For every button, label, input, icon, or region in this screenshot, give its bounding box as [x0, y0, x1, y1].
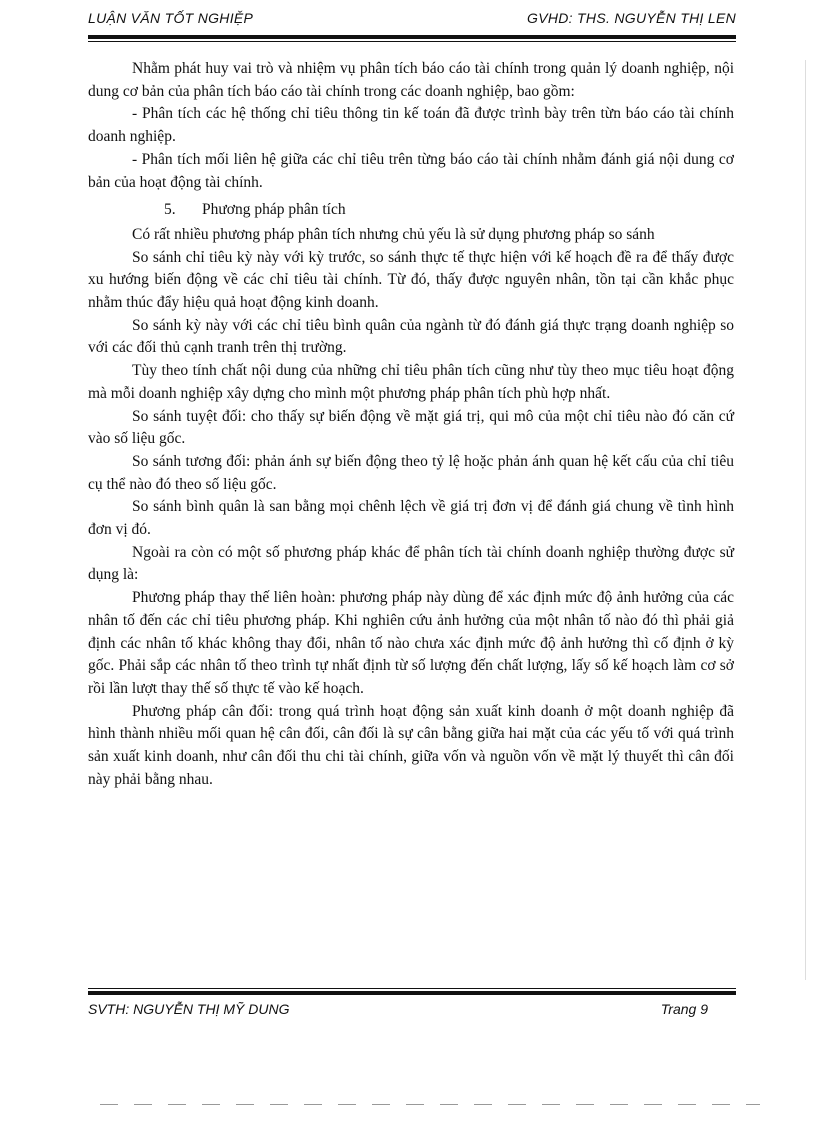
page-body — [88, 58, 734, 792]
paragraph-absolute-comparison: So sánh tuyệt đối: cho thấy sự biến động về mặt giá trị, qui mô của một chỉ tiêu nào đó căn cứ vào số liệu gốc. — [88, 407, 734, 448]
section-title: Phương pháp phân tích — [202, 201, 346, 219]
paragraph-chain-substitution: Phương pháp thay thế liên hoàn: phương pháp này dùng để xác định mức độ ảnh hưởng của các nhân tố đến các chỉ tiêu phương pháp. Khi nghiên cứu ảnh hưởng của một nhân tố nào đó thì phải giả định các nhân tố khác không thay đổi, nhân tố nào chưa xác định mức độ ảnh hưởng thì cố định ở kỳ gốc. Phải sắp các nhân tố theo trình tự nhất định từ số lượng đến chất lượng, lấy số kế hoạch làm cơ sở rồi lần lượt thay thế số thực tế vào kế hoạch. — [88, 589, 734, 697]
paragraph-method-choice: Tùy theo tính chất nội dung của những chỉ tiêu phân tích cũng như tùy theo mục tiêu hoạt động mà mỗi doanh nghiệp xây dựng cho mình một phương pháp phân tích phù hợp nhất. — [88, 362, 734, 402]
header-thesis-title: LUẬN VĂN TỐT NGHIỆP — [88, 10, 254, 26]
paragraph-other-methods: Ngoài ra còn có một số phương pháp khác để phân tích tài chính doanh nghiệp thường được sử dụng là: — [88, 543, 734, 584]
paragraph-methods-lead: Có rất nhiều phương pháp phân tích nhưng chủ yếu là sử dụng phương pháp so sánh — [132, 225, 655, 243]
paragraph-balance-method: Phương pháp cân đối: trong quá trình hoạt động sản xuất kinh doanh ở một doanh nghiệp đã hình thành nhiều mối quan hệ cân đối, cân đối là sự cân bằng giữa hai mặt của các yếu tố với quá trình sản xuất kinh doanh, như cân đối thu chi tài chính, giữa vốn và nguồn vốn về mặt lý thuyết thì cân đối này phải bằng nhau. — [88, 702, 734, 788]
scan-artifact-dashes — [100, 1104, 760, 1105]
header-advisor: GVHD: THS. NGUYỄN THỊ LEN — [527, 10, 736, 26]
paragraph-compare-industry: So sánh kỳ này với các chỉ tiêu bình quân của ngành từ đó đánh giá thực trạng doanh nghiệp so với các đối thủ cạnh tranh trên thị trường. — [88, 316, 734, 357]
footer-rule-thin — [88, 988, 736, 989]
footer-student: SVTH: NGUYỄN THỊ MỸ DUNG — [88, 1001, 290, 1017]
page-header — [88, 10, 736, 32]
section-heading — [88, 199, 734, 222]
paragraph-average-comparison: So sánh bình quân là san bằng mọi chênh lệch về giá trị đơn vị để đánh giá chung về tình hình đơn vị đó. — [88, 498, 734, 539]
bullet-item-2: - Phân tích mối liên hệ giữa các chỉ tiêu trên từng báo cáo tài chính nhằm đánh giá nội dung cơ bản của hoạt động tài chính. — [88, 150, 734, 191]
header-rule-thin — [88, 41, 736, 42]
footer-page-number: Trang 9 — [660, 1001, 708, 1017]
paragraph-intro: Nhằm phát huy vai trò và nhiệm vụ phân tích báo cáo tài chính trong quản lý doanh nghiệp, nội dung cơ bản của phân tích báo cáo tài chính trong các doanh nghiệp, bao gồm: — [88, 60, 734, 100]
paragraph-relative-comparison: So sánh tương đối: phản ánh sự biến động theo tỷ lệ hoặc phản ánh quan hệ kết cấu của chỉ tiêu cụ thể nào đó theo số liệu gốc. — [88, 452, 734, 493]
page-footer — [88, 1001, 736, 1023]
scan-artifact-edge — [805, 60, 806, 980]
paragraph-compare-periods: So sánh chỉ tiêu kỳ này với kỳ trước, so sánh thực tế thực hiện với kế hoạch đề ra để thấy được xu hướng biến động về các chỉ tiêu tài chính. Từ đó, thấy được nguyên nhân, tồn tại cần khắc phục nhằm thúc đẩy hiệu quả hoạt động kinh doanh. — [88, 248, 734, 312]
header-rule-thick — [88, 35, 736, 39]
footer-rule-thick — [88, 991, 736, 995]
bullet-item-1: - Phân tích các hệ thống chỉ tiêu thông tin kế toán đã được trình bày trên từn báo cáo tài chính doanh nghiệp. — [88, 105, 734, 146]
section-number: 5. — [164, 201, 176, 219]
